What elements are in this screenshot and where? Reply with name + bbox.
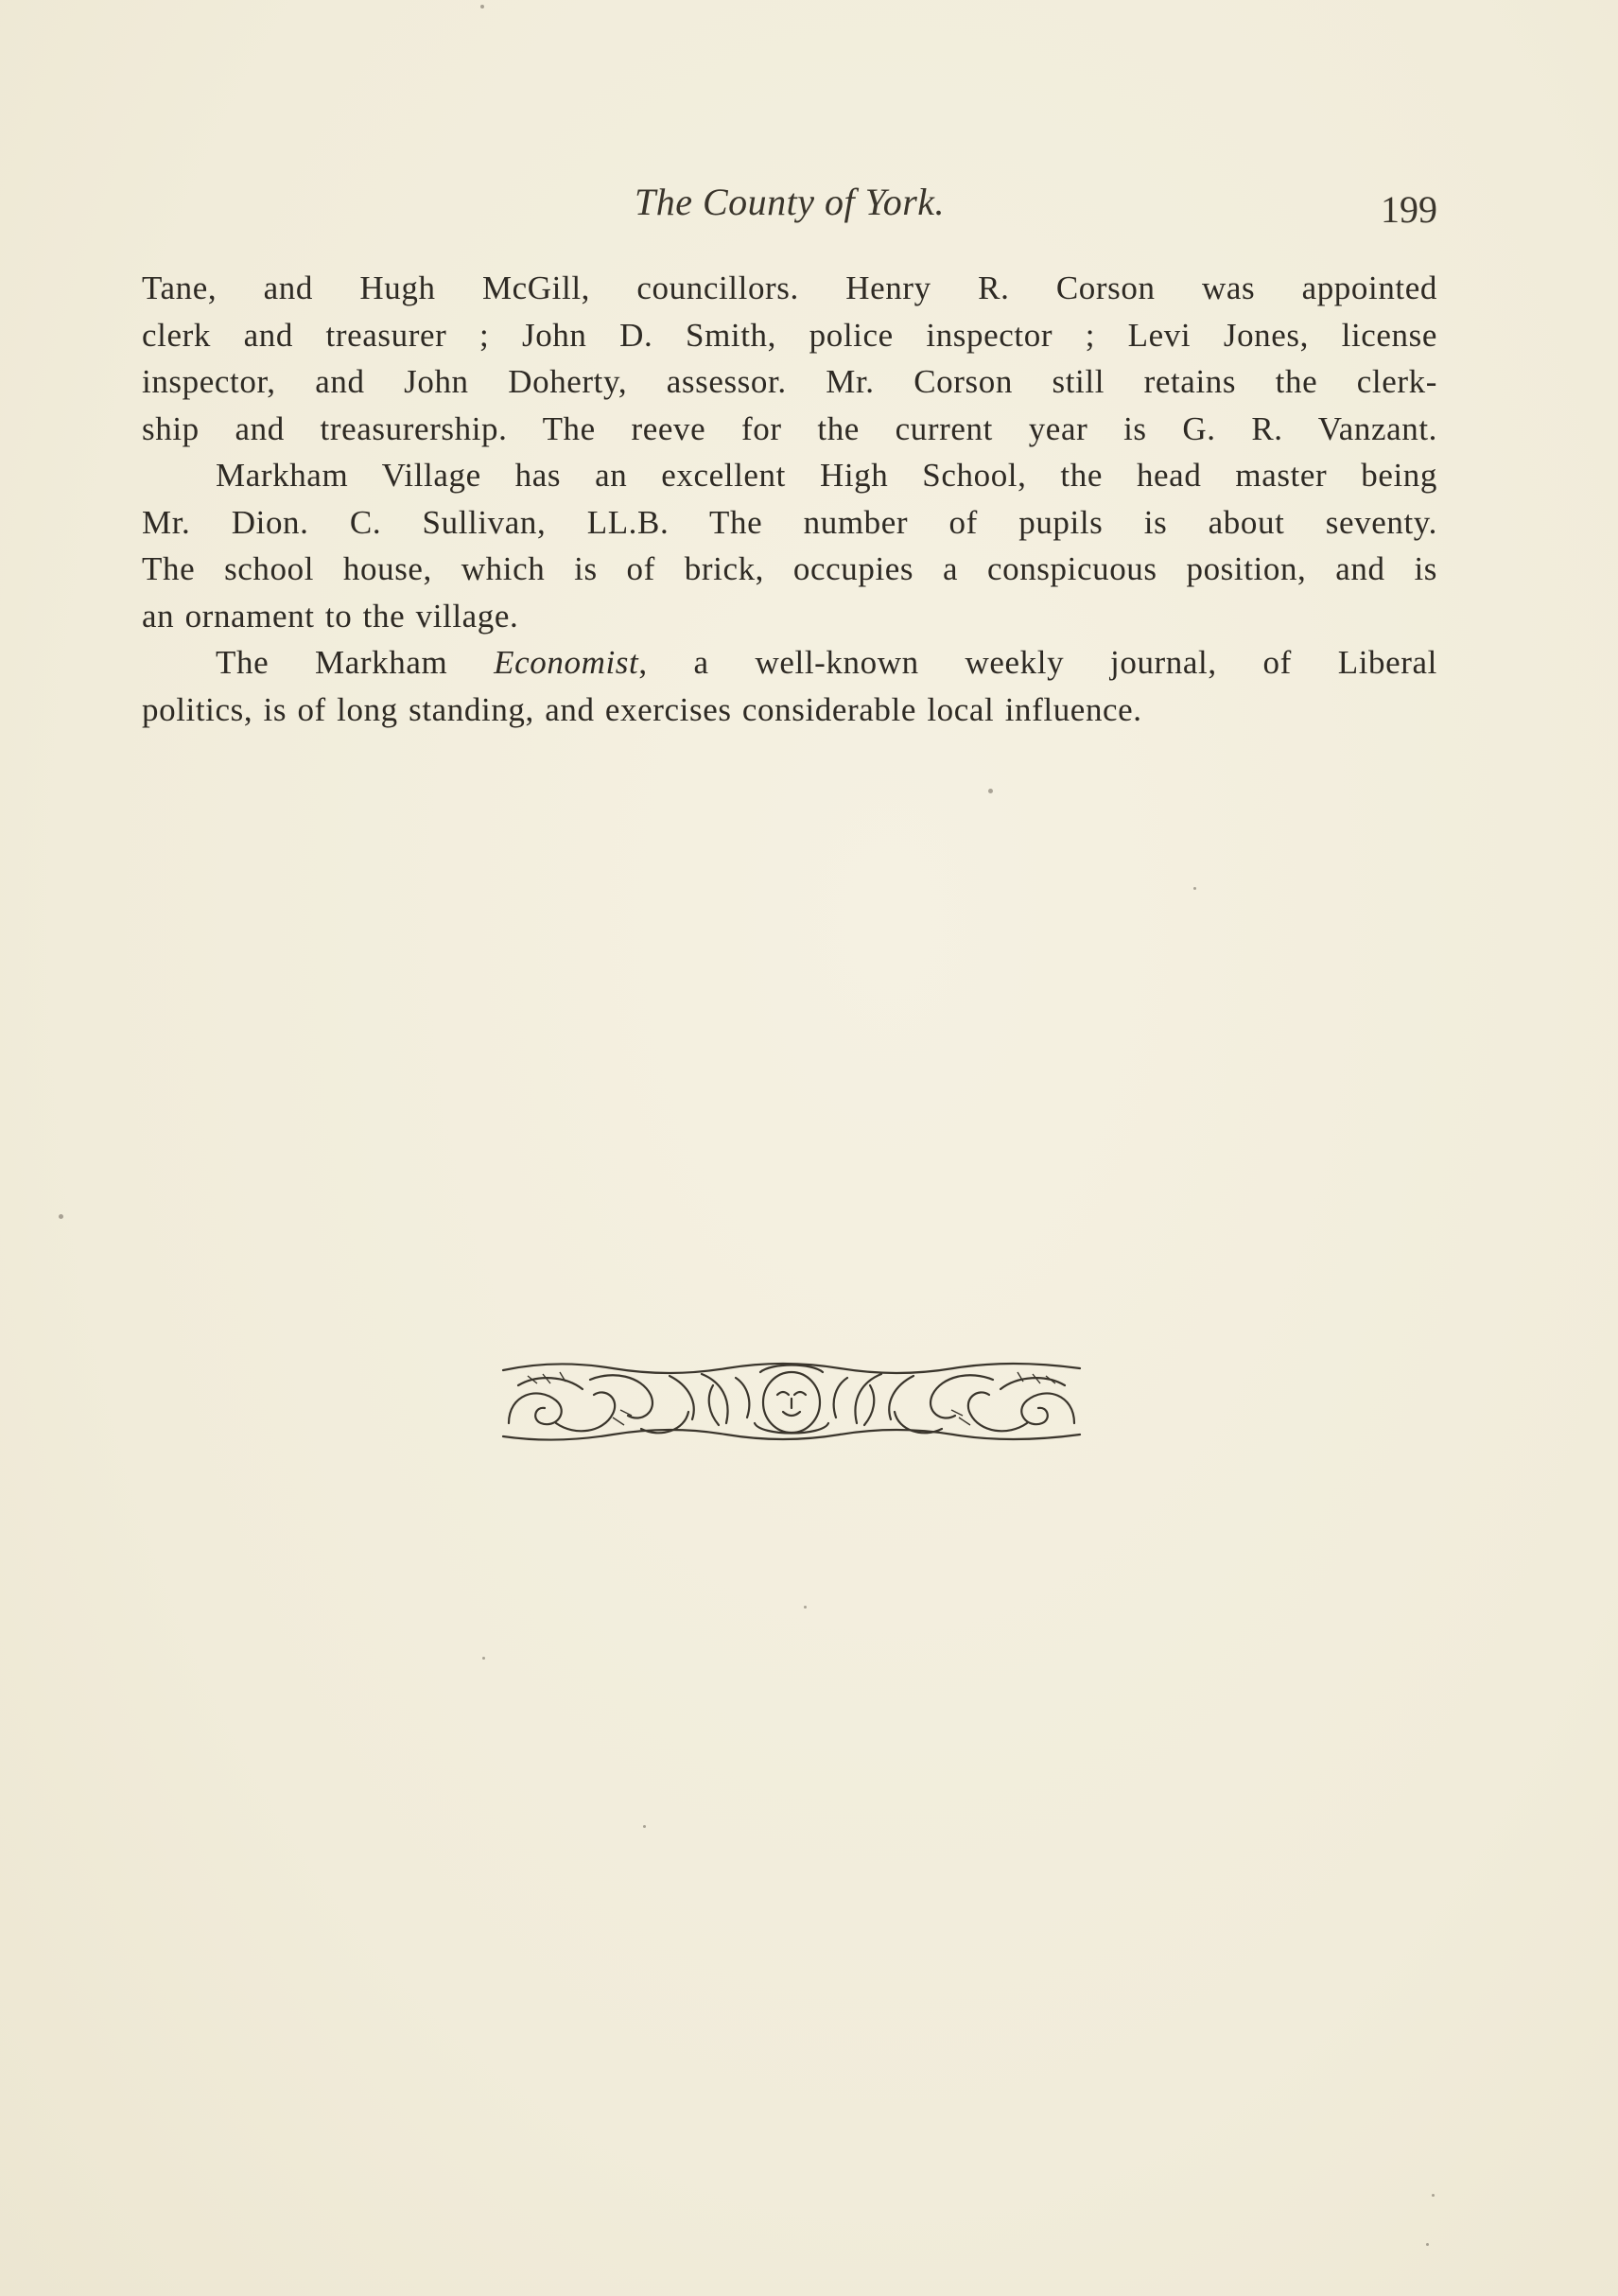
text-run: The Markham [216, 644, 495, 681]
paragraph-line: an ornament to the village. [142, 597, 519, 635]
running-head [142, 180, 1437, 236]
page-number: 199 [1381, 188, 1437, 231]
paper-speck [988, 789, 993, 793]
body-text [142, 265, 1437, 733]
paragraph-line: politics, is of long standing, and exercises considerable local influence. [142, 690, 1142, 728]
paragraph-line: ship and treasurership. The reeve for the current year is G. R. Vanzant. [142, 409, 1437, 447]
paper-speck [1426, 2243, 1429, 2246]
paper-speck [59, 1214, 63, 1219]
paragraph-line: The school house, which is of brick, occupies a conspicuous position, and is [142, 550, 1437, 587]
paragraph-line: Mr. Dion. C. Sullivan, LL.B. The number of pupils is about seventy. [142, 503, 1437, 541]
scrollwork-tailpiece-icon [499, 1357, 1084, 1444]
paragraph-line: Markham Village has an excellent High School, the head master being [216, 457, 1437, 494]
paper-speck [804, 1606, 807, 1609]
paper-speck [1193, 887, 1196, 890]
paragraph-line: inspector, and John Doherty, assessor. Mr. Corson still retains the clerk- [142, 363, 1437, 400]
paper-speck [480, 5, 484, 9]
text-run: , a well-known weekly journal, of Liberal [638, 644, 1437, 681]
paragraph-line: clerk and treasurer ; John D. Smith, police inspector ; Levi Jones, license [142, 316, 1437, 354]
running-title: The County of York. [634, 181, 946, 223]
paper-speck [643, 1825, 646, 1828]
paper-speck [1432, 2194, 1435, 2197]
newspaper-title: Economist [494, 644, 639, 681]
paper-speck [482, 1657, 485, 1660]
paragraph-line: Tane, and Hugh McGill, councillors. Henry R. Corson was appointed [142, 270, 1437, 306]
paragraph-line [142, 639, 1437, 687]
